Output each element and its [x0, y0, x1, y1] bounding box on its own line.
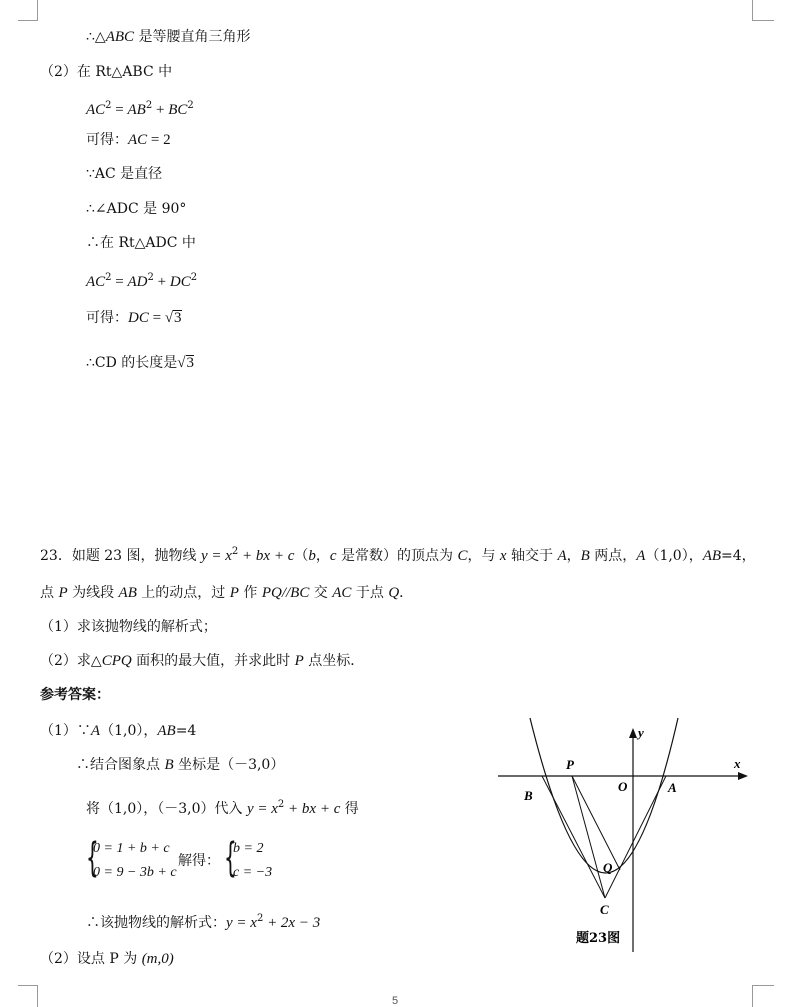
segment-bc [542, 776, 605, 898]
crop-mark-tr-h [752, 20, 774, 21]
y-axis-label: y [638, 725, 644, 740]
point-p-label: P [566, 757, 574, 772]
answer-heading: 参考答案： [40, 687, 110, 703]
answer-1-point-b: ∴结合图象点 B 坐标是（－3,0） [76, 757, 285, 773]
y-axis-arrow [629, 728, 637, 738]
question-2: （2）求△CPQ 面积的最大值，并求此时 P 点坐标． [40, 653, 365, 669]
point-c-label: C [600, 902, 609, 917]
result-dc: 可得：DC = √3 [86, 310, 182, 326]
page-number: 5 [392, 995, 399, 1007]
step-2-heading: （2）在 Rt△ABC 中 [40, 64, 173, 80]
pythagoras-abc: $AC^2 = AB^2 + BC^2$ [86, 100, 194, 118]
answer-1-given: （1）∵A（1,0），AB=4 [40, 723, 197, 739]
solve-label: 解得： [178, 853, 220, 869]
conclusion-isosceles: ∴△ABC 是等腰直角三角形 [86, 29, 251, 45]
point-q-label: Q [603, 860, 613, 875]
problem-23-line-1: 23．如题 23 图，抛物线 $y = x^2$ + bx + c（b，c 是常数）的顶点为 C，与 x 轴交于 A，B 两点，A（1,0），AB=4， [40, 546, 756, 564]
crop-mark-bl-h [18, 985, 38, 986]
crop-mark-bl-v [37, 985, 38, 1007]
crop-mark-tr-v [752, 0, 753, 20]
x-axis-label: x [734, 756, 741, 771]
problem-23-line-2: 点 P 为线段 AB 上的动点，过 P 作 PQ//BC 交 AC 于点 Q． [40, 585, 414, 601]
crop-mark-tl-v [37, 0, 38, 20]
question-1: （1）求该抛物线的解析式； [40, 619, 217, 635]
figure-23 [490, 710, 770, 960]
segment-pq [572, 776, 620, 870]
segment-pc [572, 776, 605, 898]
figure-caption: 题23图 [576, 931, 621, 946]
crop-mark-br-h [752, 985, 774, 986]
answer-2-start: （2）设点 P 为 (m,0) [40, 951, 174, 967]
cd-length: ∴CD 的长度是√3 [86, 355, 195, 371]
crop-mark-tl-h [18, 20, 38, 21]
crop-mark-br-v [752, 985, 753, 1007]
result-ac: 可得：AC = 2 [86, 132, 171, 148]
origin-label: O [618, 779, 628, 794]
system-1-brace: { [86, 835, 99, 881]
triangle-adc: ∴在 Rt△ADC 中 [86, 235, 196, 251]
answer-1-substitute: 将（1,0），（－3,0）代入 $y = x^2$ + bx + c 得 [86, 799, 359, 817]
ac-diameter: ∵AC 是直径 [86, 166, 163, 182]
answer-1-result: ∴该抛物线的解析式：$y = x^2 + 2x - 3$ [86, 913, 321, 931]
angle-adc: ∴∠ADC 是 90° [86, 201, 187, 217]
pythagoras-adc: $AC^2 = AD^2 + DC^2$ [86, 272, 198, 290]
segment-ac [605, 776, 666, 898]
point-b-label: B [524, 788, 533, 803]
point-a-label: A [668, 780, 677, 795]
system-2-brace: { [224, 835, 237, 881]
x-axis-arrow [738, 772, 748, 780]
